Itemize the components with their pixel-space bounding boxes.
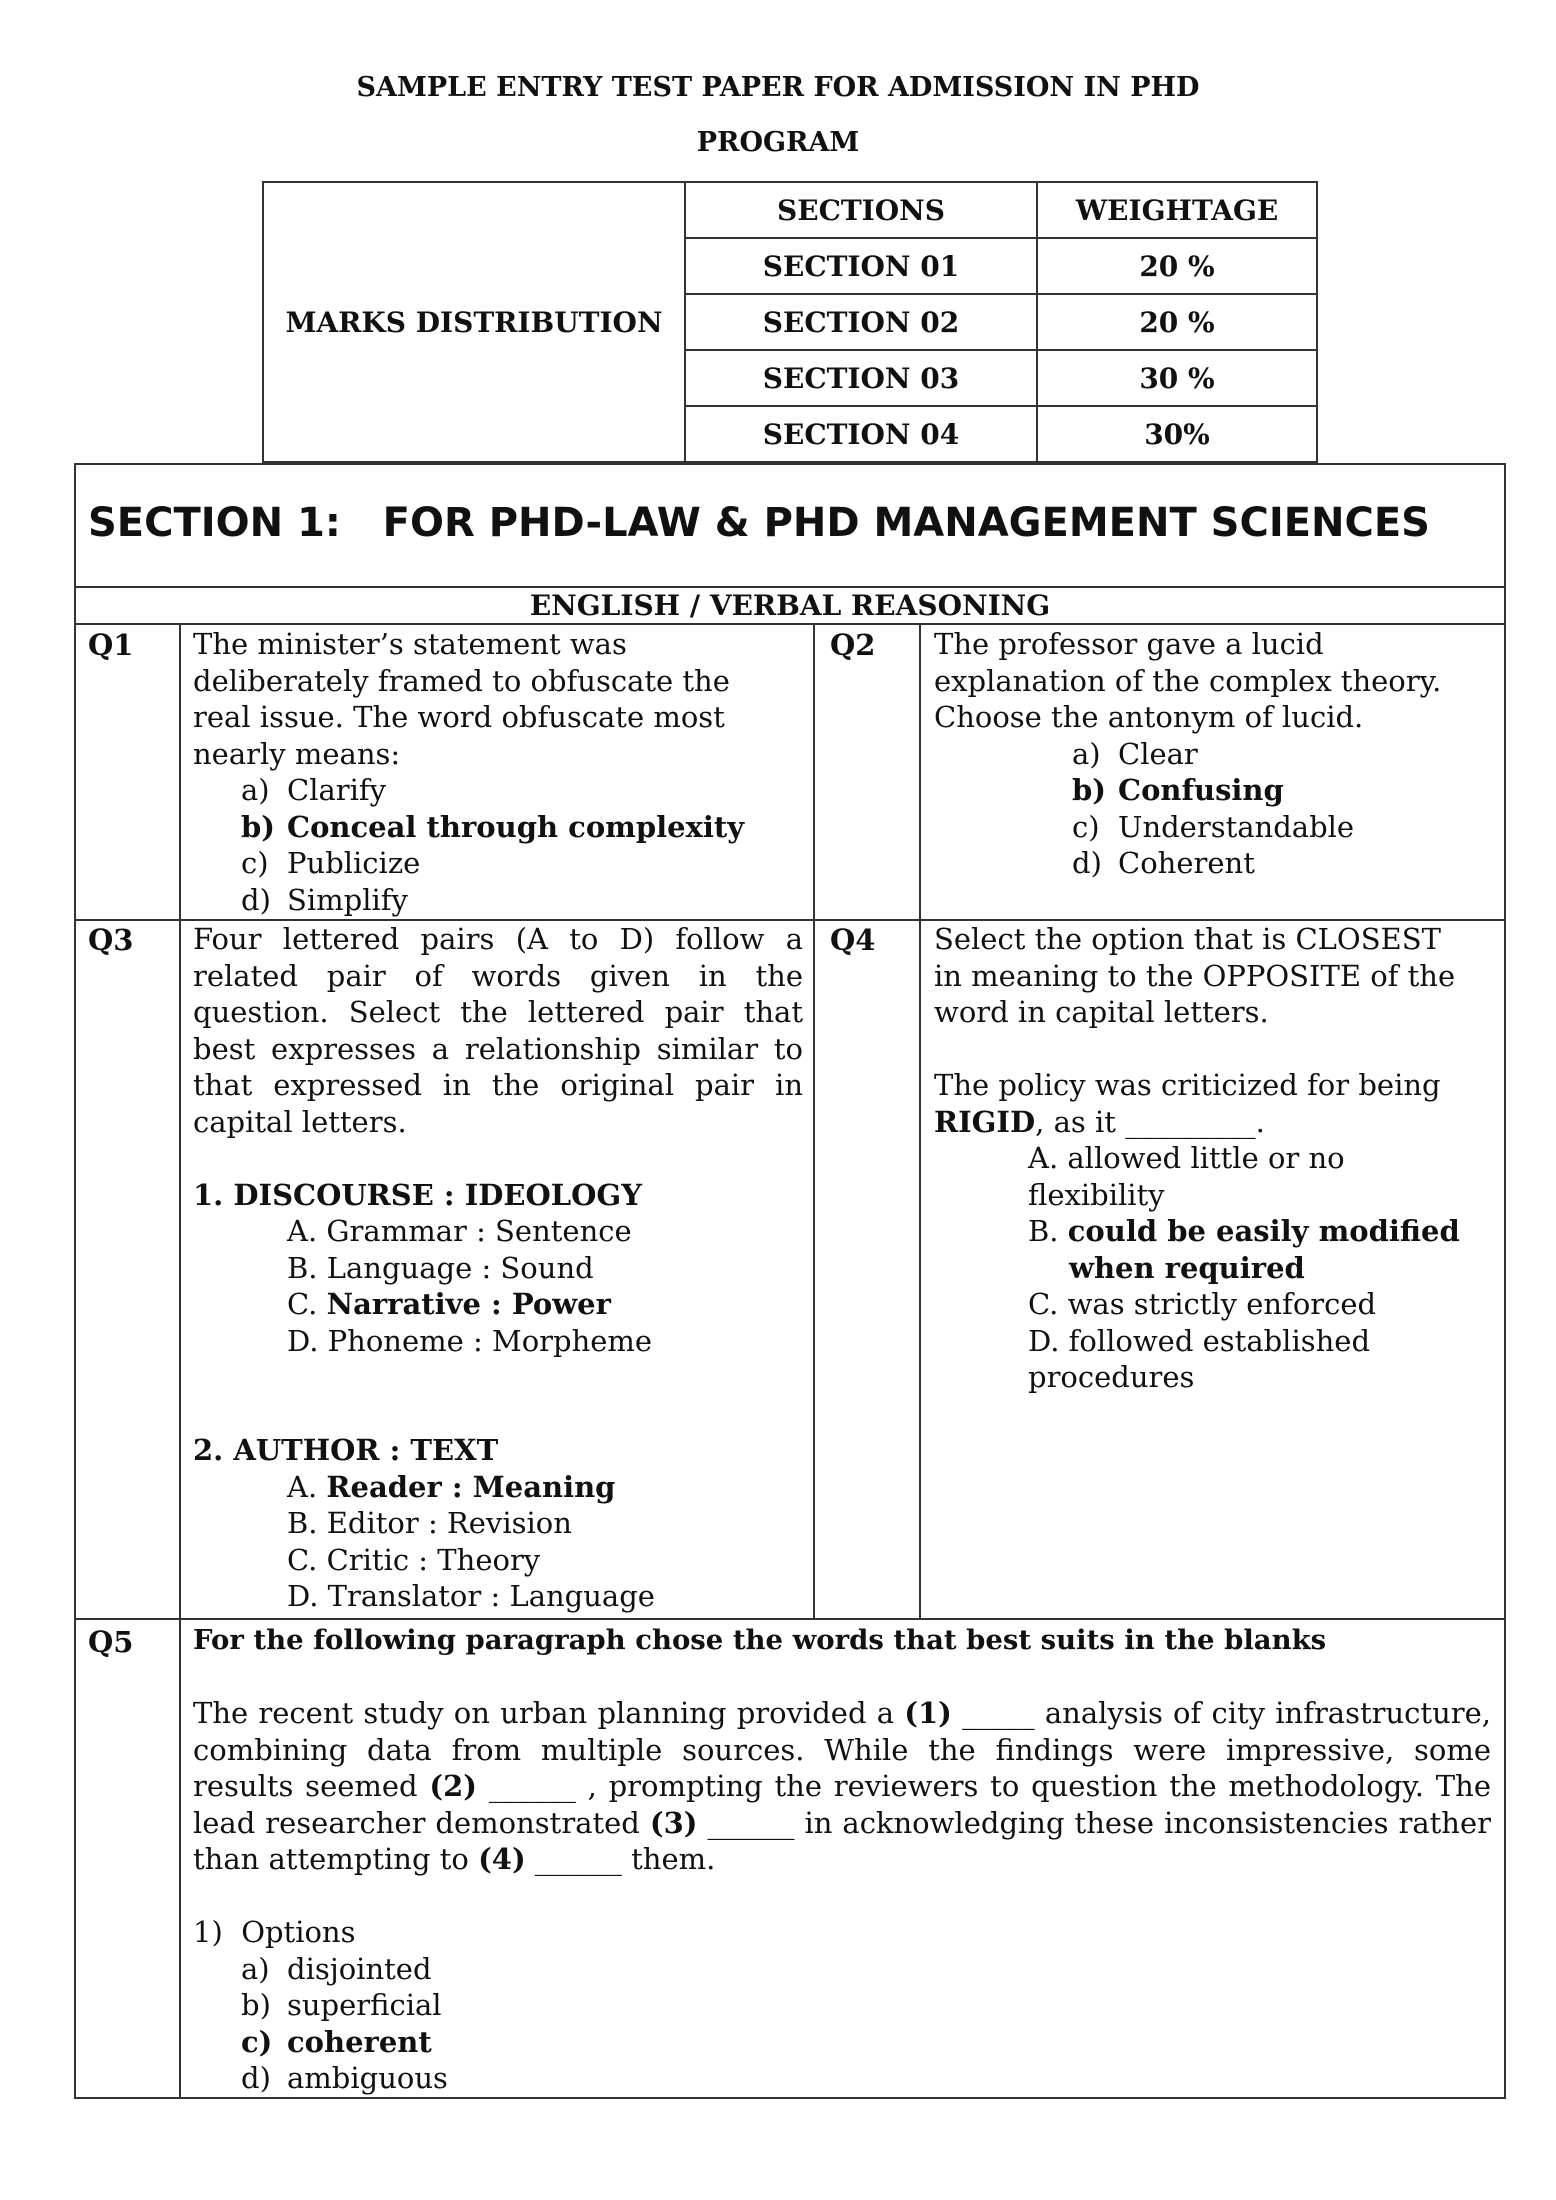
option: A. Grammar : Sentence	[287, 1214, 632, 1248]
option-correct: B. could be easily modified	[1028, 1214, 1460, 1248]
option-correct: b) Conceal through complexity	[241, 809, 745, 844]
question-text-line: capital letters.	[193, 1104, 407, 1139]
question-number: Q3	[88, 923, 134, 957]
option: A. allowed little or no	[1028, 1141, 1345, 1175]
marks-distribution-table	[262, 181, 1318, 463]
question-stem: RIGID, as it _________.	[934, 1104, 1265, 1139]
question-paragraph: The recent study on urban planning provided a (1) _____ analysis of city infrastructure, combining data from multiple sources. While the findings were impressive, some results seemed (2) ______ , prompting the reviewers to question the methodology. The lead researcher demonstrated (3) ______ in acknowledging these inconsistencies rather than attempting to (4) ______ them.	[193, 1696, 1491, 1876]
table-cell-section: SECTION 04	[685, 406, 1037, 462]
question-text-line: Choose the antonym of lucid.	[934, 700, 1364, 734]
option: B. Language : Sound	[287, 1250, 594, 1285]
option: procedures	[1028, 1360, 1195, 1394]
question-q2	[934, 626, 1494, 882]
option: D. followed established	[1028, 1323, 1371, 1358]
option: flexibility	[1028, 1177, 1165, 1212]
col-header-sections: SECTIONS	[685, 182, 1037, 238]
table-cell-section: SECTION 02	[685, 294, 1037, 350]
option: b) superficial	[241, 1988, 442, 2022]
paper-title-line2: PROGRAM	[696, 127, 860, 158]
option: d) Simplify	[241, 882, 408, 917]
question-number: Q1	[88, 628, 134, 662]
question-text-line: explanation of the complex theory.	[934, 663, 1442, 698]
sub-question-heading: 2. AUTHOR : TEXT	[193, 1433, 499, 1467]
question-text-line: word in capital letters.	[934, 995, 1269, 1029]
col-header-weightage: WEIGHTAGE	[1037, 182, 1317, 238]
paper-title-line1: SAMPLE ENTRY TEST PAPER FOR ADMISSION IN PHD	[356, 72, 1200, 103]
question-q4	[934, 921, 1494, 1396]
option-correct: A. Reader : Meaning	[287, 1469, 616, 1504]
question-q3	[193, 921, 803, 1615]
option: a) Clear	[1072, 736, 1198, 771]
divider	[76, 623, 1504, 625]
question-text-line: The professor gave a lucid	[934, 627, 1324, 661]
option: D. Translator : Language	[287, 1579, 655, 1613]
question-text-line: in meaning to the OPPOSITE of the	[934, 958, 1456, 993]
question-text-line: related pair of words given in the	[193, 958, 803, 993]
divider	[919, 623, 921, 1620]
table-cell-weight: 20 %	[1037, 238, 1317, 294]
option: C. Critic : Theory	[287, 1542, 541, 1577]
table-cell-weight: 30%	[1037, 406, 1317, 462]
question-text-line: Four lettered pairs (A to D) follow a	[193, 922, 803, 956]
option: B. Editor : Revision	[287, 1506, 572, 1540]
table-cell-section: SECTION 03	[685, 350, 1037, 406]
option: D. Phoneme : Morpheme	[287, 1323, 653, 1358]
option: C. was strictly enforced	[1028, 1287, 1377, 1321]
options-label: 1) Options	[193, 1915, 356, 1949]
question-instruction: For the following paragraph chose the words that best suits in the blanks	[193, 1624, 1327, 1656]
question-text-line: question. Select the lettered pair that	[193, 995, 803, 1029]
question-number: Q4	[830, 923, 876, 957]
question-q5	[193, 1622, 1491, 2097]
question-text-line: Select the option that is CLOSEST	[934, 922, 1441, 956]
divider	[813, 623, 815, 1620]
divider	[76, 586, 1504, 588]
question-text-line: The minister’s statement was	[193, 627, 627, 661]
section-subheading: ENGLISH / VERBAL REASONING	[529, 589, 1051, 622]
table-cell-section: SECTION 01	[685, 238, 1037, 294]
question-text-line: nearly means:	[193, 736, 401, 771]
question-number: Q2	[830, 628, 876, 662]
question-text-line: that expressed in the original pair in	[193, 1068, 803, 1102]
option-correct-cont: when required	[1069, 1250, 1305, 1285]
option: a) disjointed	[241, 1951, 432, 1986]
question-stem: The policy was criticized for being	[934, 1068, 1441, 1102]
question-text-line: real issue. The word obfuscate most	[193, 700, 725, 734]
sub-question-heading: 1. DISCOURSE : IDEOLOGY	[193, 1177, 642, 1212]
option-correct: C. Narrative : Power	[287, 1287, 611, 1321]
section-title: SECTION 1: FOR PHD-LAW & PHD MANAGEMENT SCIENCES	[88, 500, 1430, 546]
option: c) Publicize	[241, 846, 421, 880]
option: c) Understandable	[1072, 809, 1355, 844]
option-correct: b) Confusing	[1072, 773, 1284, 807]
question-text-line: deliberately framed to obfuscate the	[193, 663, 730, 698]
divider	[179, 623, 181, 2099]
table-cell-weight: 30 %	[1037, 350, 1317, 406]
option: d) Coherent	[1072, 846, 1255, 880]
option: a) Clarify	[241, 773, 387, 807]
question-q1	[193, 626, 803, 918]
divider	[76, 1618, 1504, 1620]
option: d) ambiguous	[241, 2061, 448, 2095]
table-cell-weight: 20 %	[1037, 294, 1317, 350]
option-correct: c) coherent	[241, 2024, 432, 2059]
question-number: Q5	[88, 1625, 134, 1659]
marks-distribution-label: MARKS DISTRIBUTION	[263, 182, 685, 462]
question-text-line: best expresses a relationship similar to	[193, 1031, 803, 1066]
